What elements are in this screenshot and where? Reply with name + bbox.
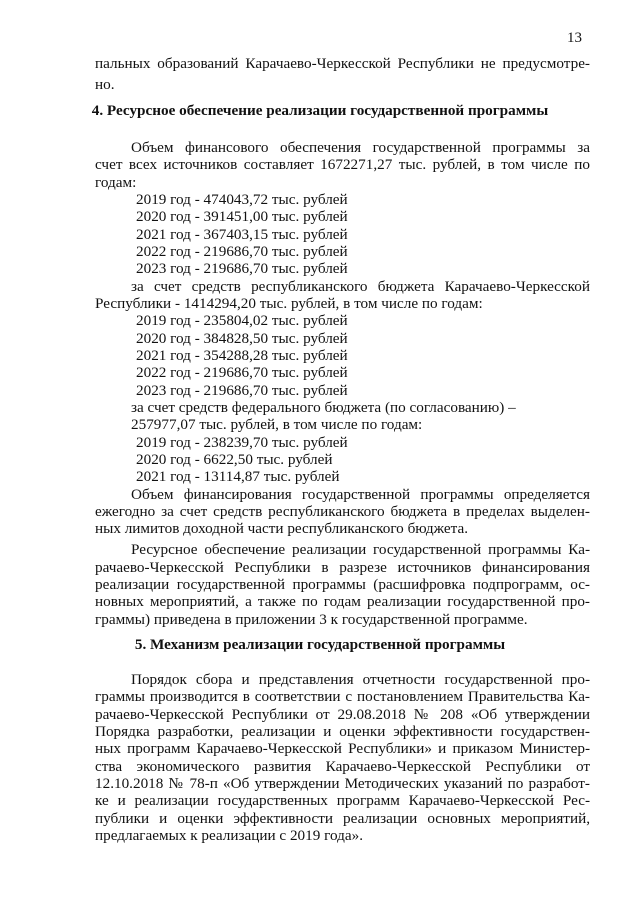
paragraph-line: новных мероприятий, а также по годам реализации государственной про-: [95, 593, 590, 610]
paragraph-line: ных программ Карачаево-Черкесской Республики» и приказом Министер-: [95, 740, 590, 757]
section-heading-4: 4. Ресурсное обеспечение реализации государственной программы: [91, 102, 549, 119]
paragraph-line: ства экономического развития Карачаево-Черкесской Республики от: [95, 758, 590, 775]
text-line: пальных образований Карачаево-Черкесской Республики не предусмотре-: [95, 55, 590, 72]
paragraph-line: граммы производится в соответствии с постановлением Правительства Ка-: [95, 688, 590, 705]
section-heading-5: 5. Механизм реализации государственной программы: [134, 636, 506, 653]
paragraph-line: публики и оценки эффективности реализации основных мероприятий,: [95, 810, 590, 827]
paragraph-line: Объем финансирования государственной программы определяется: [131, 486, 590, 503]
paragraph-line: граммы) приведена в приложении 3 к государственной программе.: [95, 611, 528, 628]
paragraph-line: Порядка разработки, реализации и оценки эффективности государствен-: [95, 723, 590, 740]
list-item: 2022 год - 219686,70 тыс. рублей: [136, 243, 348, 260]
paragraph-line: 257977,07 тыс. рублей, в том числе по годам:: [131, 416, 423, 433]
paragraph-line: Республики - 1414294,20 тыс. рублей, в том числе по годам:: [95, 295, 483, 312]
page-number: 13: [567, 30, 582, 46]
paragraph-line: рачаево-Черкесской Республики в разрезе источников финансирования: [95, 559, 590, 576]
paragraph-line: ежегодно за счет средств республиканского бюджета в пределах выделен-: [95, 503, 590, 520]
list-item: 2020 год - 384828,50 тыс. рублей: [136, 330, 348, 347]
paragraph-line: Ресурсное обеспечение реализации государственной программы Ка-: [131, 541, 590, 558]
paragraph-line: предлагаемых к реализации с 2019 года».: [95, 827, 363, 844]
paragraph-line: Объем финансового обеспечения государственной программы за: [131, 139, 590, 156]
list-item: 2021 год - 13114,87 тыс. рублей: [136, 468, 340, 485]
list-item: 2020 год - 6622,50 тыс. рублей: [136, 451, 333, 468]
list-item: 2021 год - 354288,28 тыс. рублей: [136, 347, 348, 364]
paragraph-line: за счет средств республиканского бюджета Карачаево-Черкесской: [131, 278, 590, 295]
paragraph-line: ке и реализации государственных программ Карачаево-Черкесской Рес-: [95, 792, 590, 809]
paragraph-line: 12.10.2018 № 78-п «Об утверждении Методических указаний по разработ-: [95, 775, 590, 792]
list-item: 2022 год - 219686,70 тыс. рублей: [136, 364, 348, 381]
list-item: 2019 год - 235804,02 тыс. рублей: [136, 312, 348, 329]
list-item: 2021 год - 367403,15 тыс. рублей: [136, 226, 348, 243]
paragraph-line: счет всех источников составляет 1672271,27 тыс. рублей, в том числе по: [95, 156, 590, 173]
list-item: 2023 год - 219686,70 тыс. рублей: [136, 382, 348, 399]
paragraph-line: годам:: [95, 174, 137, 191]
list-item: 2023 год - 219686,70 тыс. рублей: [136, 260, 348, 277]
paragraph-line: реализации государственной программы (расшифровка подпрограмм, ос-: [95, 576, 590, 593]
paragraph-line: ных лимитов доходной части республиканского бюджета.: [95, 520, 468, 537]
list-item: 2019 год - 474043,72 тыс. рублей: [136, 191, 348, 208]
paragraph-line: за счет средств федерального бюджета (по согласованию) –: [131, 399, 516, 416]
paragraph-line: рачаево-Черкесской Республики от 29.08.2018 № 208 «Об утверждении: [95, 706, 590, 723]
list-item: 2020 год - 391451,00 тыс. рублей: [136, 208, 348, 225]
paragraph-line: Порядок сбора и представления отчетности государственной про-: [131, 671, 590, 688]
list-item: 2019 год - 238239,70 тыс. рублей: [136, 434, 348, 451]
text-line: но.: [95, 76, 115, 93]
